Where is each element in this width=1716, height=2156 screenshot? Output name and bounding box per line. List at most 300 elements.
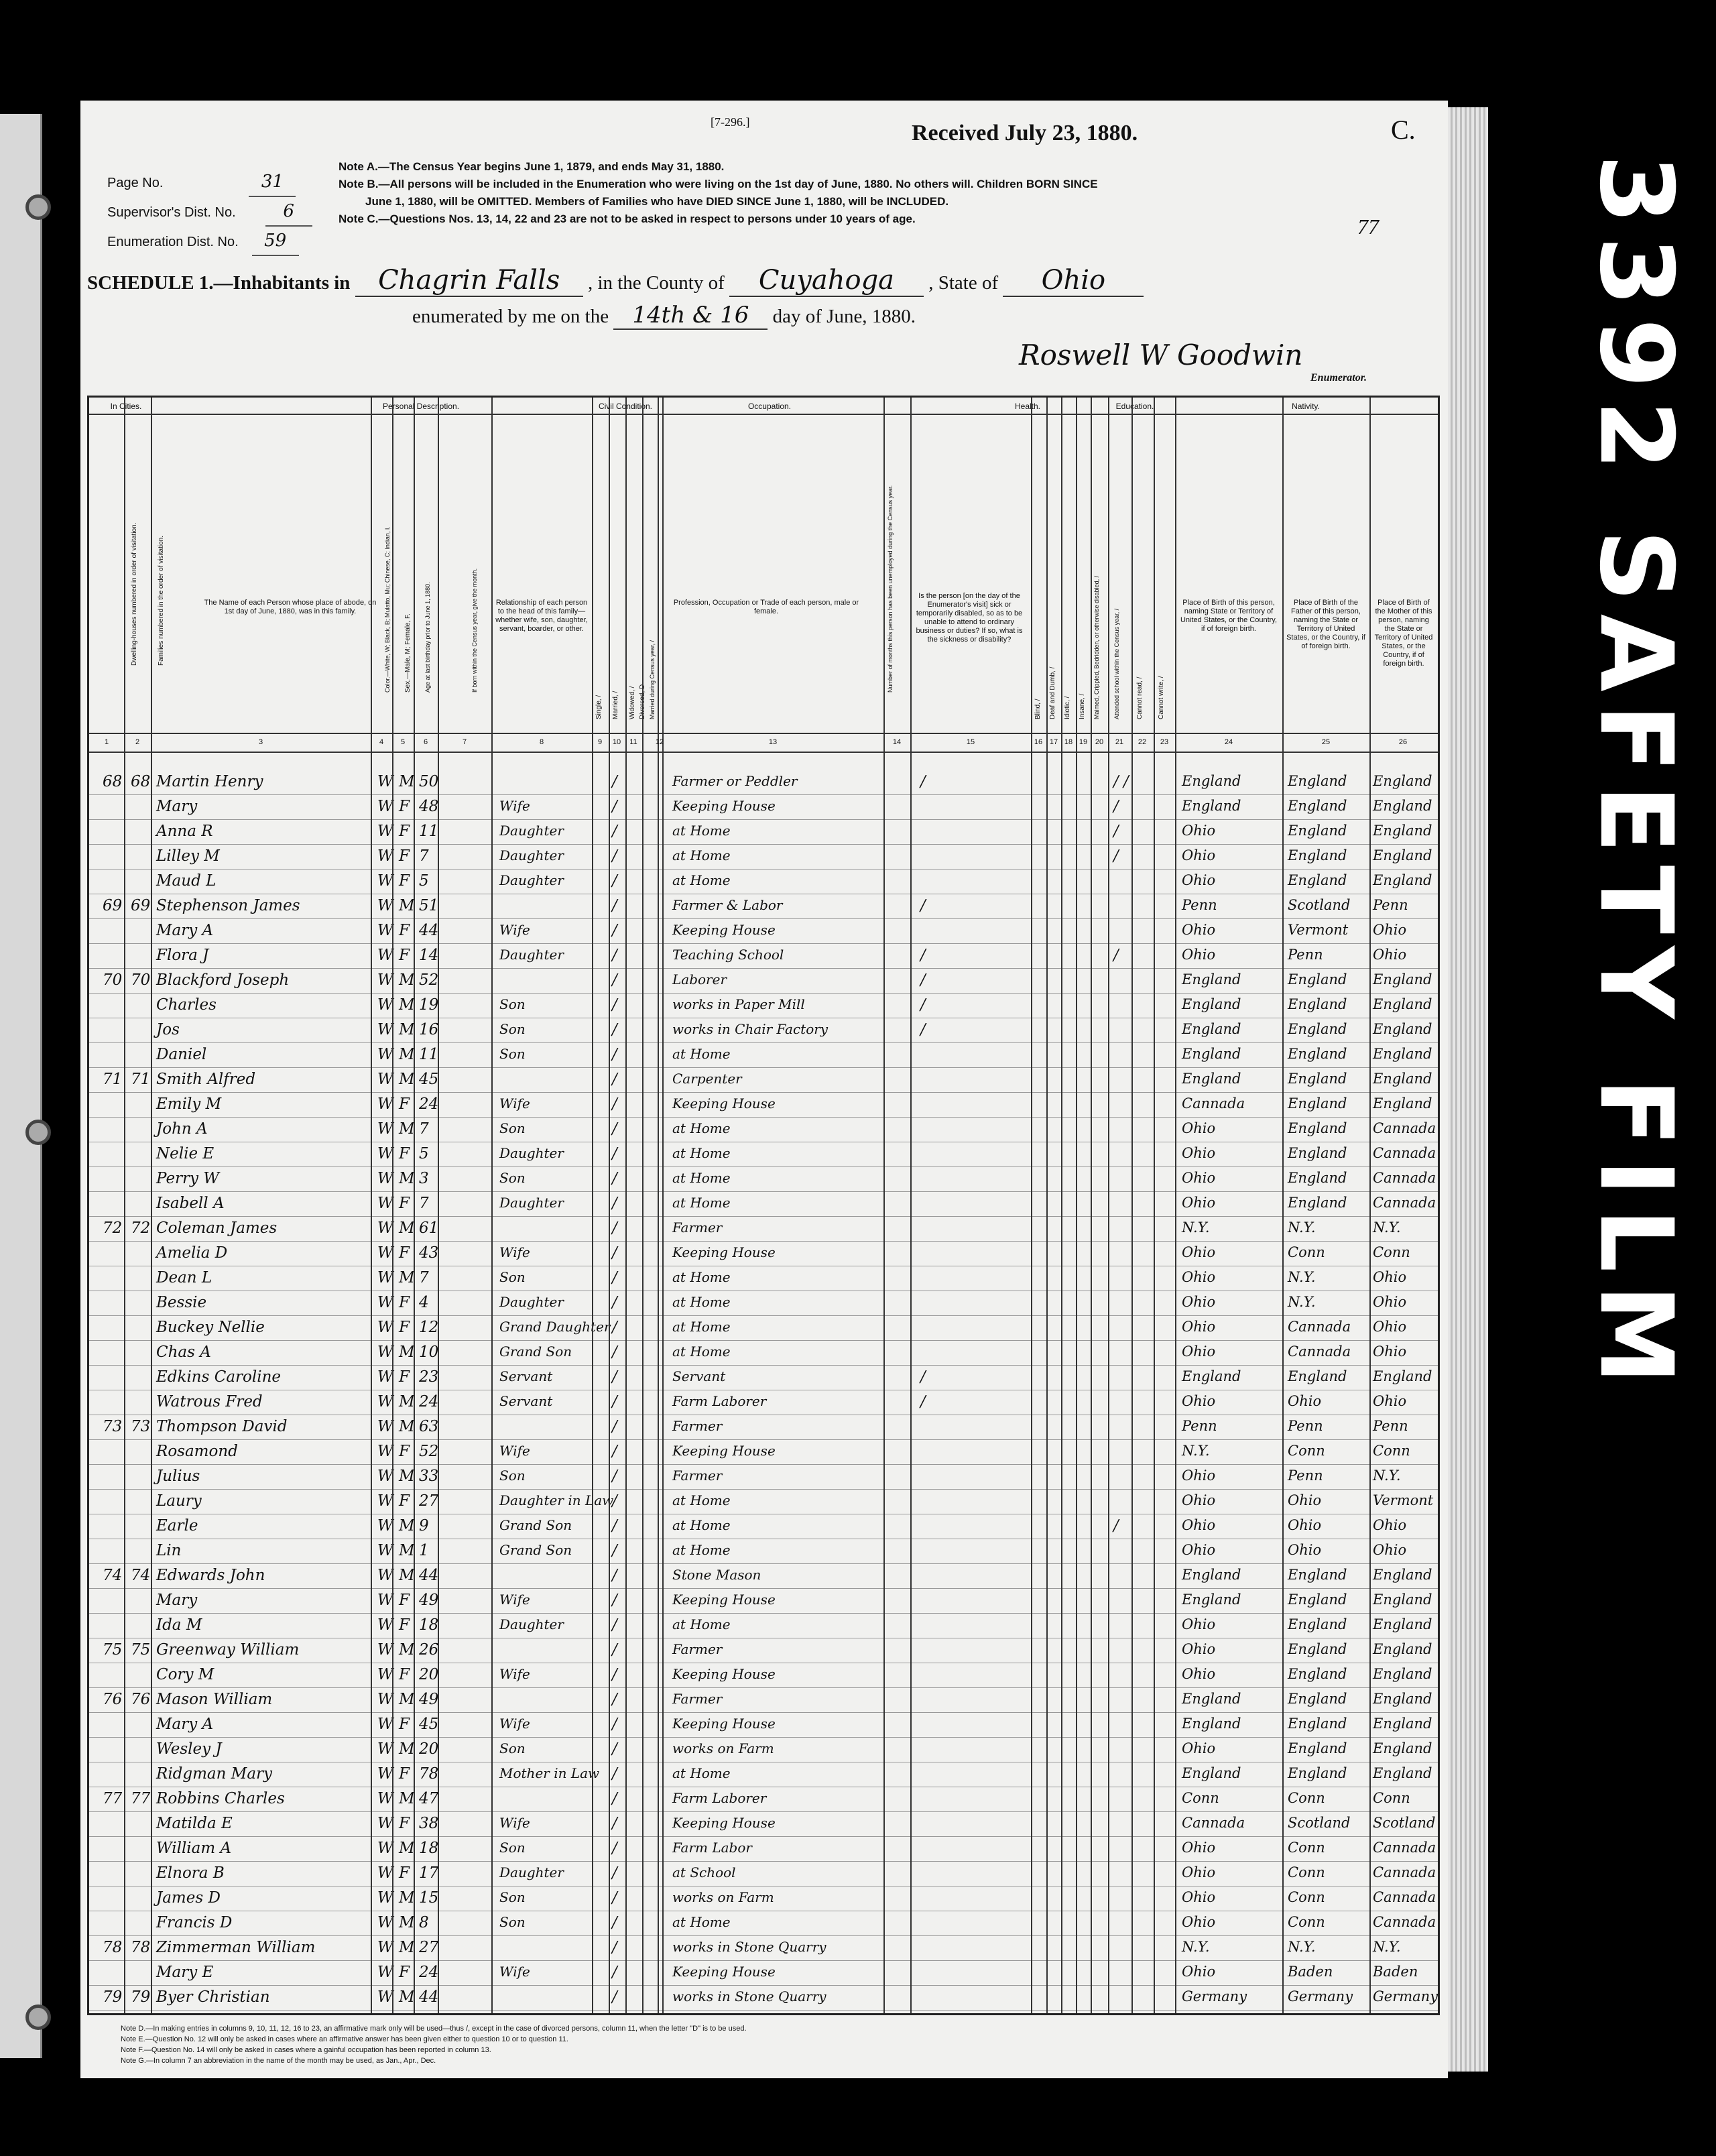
father-birthplace: England [1288,1095,1347,1112]
family-number: 71 [131,1071,151,1088]
column-number: 22 [1138,738,1147,746]
father-birthplace: England [1288,996,1347,1012]
person-name: Cory M [156,1666,214,1683]
married-mark: / [612,1840,617,1857]
family-number: 73 [131,1418,151,1435]
occupation: Farmer [672,1641,723,1657]
sex: M [399,1021,415,1038]
married-mark: / [612,1815,617,1832]
relationship: Daughter [499,1195,564,1211]
married-mark: / [612,1988,617,2006]
header-cannot-read: Cannot read, / [1136,676,1144,719]
birthplace: England [1182,1716,1241,1732]
married-mark: / [612,1492,617,1510]
mother-birthplace: Vermont [1373,1492,1434,1508]
place-name: Chagrin Falls [355,265,583,297]
person-name: Martin Henry [156,773,263,790]
mother-birthplace: Scotland [1373,1815,1436,1831]
column-number: 3 [258,738,263,746]
mother-birthplace: Ohio [1373,1343,1407,1360]
table-row [89,919,1438,944]
color: W [377,1195,393,1212]
dwelling-number: 71 [103,1071,123,1088]
father-birthplace: Penn [1288,1418,1323,1434]
person-name: Coleman James [156,1219,278,1237]
mother-birthplace: England [1373,1616,1432,1632]
family-number: 70 [131,971,151,989]
dwelling-number: 69 [103,897,123,914]
person-name: Greenway William [156,1641,300,1659]
column-rule [658,398,659,2013]
birthplace: Ohio [1182,1616,1216,1632]
mother-birthplace: Penn [1373,897,1408,913]
age: 14 [419,947,439,964]
married-mark: / [612,1616,617,1634]
birthplace: N.Y. [1182,1939,1210,1955]
birthplace: England [1182,1592,1241,1608]
occupation: at School [672,1864,736,1880]
column-rule [592,398,593,2013]
father-birthplace: England [1288,1368,1347,1384]
mother-birthplace: Ohio [1373,1393,1407,1409]
age: 7 [419,1269,429,1286]
person-name: Blackford Joseph [156,971,290,989]
color: W [377,1492,393,1510]
county-name: Cuyahoga [729,265,924,297]
color: W [377,1468,393,1485]
header-name: The Name of each Person whose place of abode, on 1st day of June, 1880, was in this family. [204,599,377,615]
age: 44 [419,922,439,939]
age: 12 [419,1319,439,1336]
family-number: 69 [131,897,151,914]
birthplace: England [1182,1765,1241,1781]
birthplace: Ohio [1182,1641,1216,1657]
table-row [89,1787,1438,1812]
sex: M [399,1939,415,1956]
sex: M [399,1542,415,1559]
married-mark: / [612,1939,617,1956]
sickness-mark: / [920,971,926,989]
sickness-mark: / [920,897,926,914]
relationship: Wife [499,798,530,814]
married-mark: / [612,1269,617,1286]
relationship: Wife [499,1716,530,1732]
person-name: Julius [156,1468,200,1485]
age: 63 [419,1418,439,1435]
age: 10 [419,1343,439,1361]
father-birthplace: Conn [1288,1840,1325,1856]
sex: F [399,872,410,890]
occupation: works in Stone Quarry [672,1988,826,2004]
occupation: Farmer [672,1691,723,1707]
dwelling-number: 77 [103,1790,123,1807]
header-family: Families numbered in the order of visitation. [158,536,165,666]
note-c: Note C.—Questions Nos. 13, 14, 22 and 23 are not to be asked in respect to persons under 10 years of age. [339,213,916,225]
birthplace: Ohio [1182,1666,1216,1682]
color: W [377,1170,393,1187]
sex: M [399,1840,415,1857]
birthplace: England [1182,971,1241,987]
table-row [89,1886,1438,1911]
person-name: Matilda E [156,1815,233,1832]
column-rule [1369,398,1371,2013]
mother-birthplace: England [1373,1691,1432,1707]
header-occupation: Profession, Occupation or Trade of each person, male or female. [673,599,859,615]
sex: M [399,1269,415,1286]
father-birthplace: Penn [1288,947,1323,963]
father-birthplace: England [1288,1567,1347,1583]
group-in-cities: In Cities. [110,402,142,411]
occupation: Keeping House [672,1964,776,1980]
occupation: at Home [672,823,731,839]
film-label-text: 3392 SAFETY FILM [1577,154,1694,1397]
occupation: Farmer [672,1219,723,1236]
sex: F [399,1244,410,1262]
table-row [89,1440,1438,1465]
sex: M [399,1393,415,1411]
sickness-mark: / [920,947,926,964]
relationship: Servant [499,1368,553,1384]
relationship: Daughter [499,823,564,839]
column-rule [151,398,152,2013]
father-birthplace: N.Y. [1288,1219,1316,1236]
occupation: at Home [672,1046,731,1062]
table-row [89,1093,1438,1118]
father-birthplace: Ohio [1288,1492,1322,1508]
table-row [89,1614,1438,1638]
color: W [377,1343,393,1361]
table-row [89,1762,1438,1787]
column-rule [662,398,664,2013]
table-row [89,1390,1438,1415]
father-birthplace: Baden [1288,1964,1333,1980]
table-row [89,1663,1438,1688]
occupation: at Home [672,1765,731,1781]
family-number: 78 [131,1939,151,1956]
age: 8 [419,1914,429,1931]
occupation: at Home [672,1195,731,1211]
mother-birthplace: Ohio [1373,1517,1407,1533]
person-name: Lilley M [156,847,220,865]
married-mark: / [612,1170,617,1187]
relationship: Daughter [499,847,564,863]
sex: M [399,1468,415,1485]
dwelling-number: 76 [103,1691,123,1708]
table-row [89,1713,1438,1738]
married-mark: / [612,1071,617,1088]
relationship: Grand Son [499,1517,572,1533]
header-mother-birthplace: Place of Birth of the Mother of this person, naming the State or Territory of United States, or the Country, if of foreign birth. [1374,599,1433,668]
father-birthplace: England [1288,1145,1347,1161]
person-name: Smith Alfred [156,1071,256,1088]
mother-birthplace: Ohio [1373,1269,1407,1285]
mother-birthplace: Cannada [1373,1120,1436,1136]
table-row [89,1465,1438,1490]
color: W [377,1964,393,1981]
sex: F [399,922,410,939]
father-birthplace: England [1288,1765,1347,1781]
table-row [89,1911,1438,1936]
mother-birthplace: Cannada [1373,1170,1436,1186]
sex: M [399,1914,415,1931]
census-table [87,396,1440,2015]
relationship: Daughter [499,1294,564,1310]
birthplace: England [1182,996,1241,1012]
header-married: Married, / [612,691,619,719]
occupation: at Home [672,1294,731,1310]
married-mark: / [612,947,617,964]
table-row [89,1242,1438,1266]
birthplace: England [1182,1021,1241,1037]
father-birthplace: Cannada [1288,1343,1351,1360]
mother-birthplace: England [1373,1666,1432,1682]
dwelling-number: 68 [103,773,123,790]
relationship: Wife [499,922,530,938]
age: 5 [419,872,429,890]
father-birthplace: England [1288,1046,1347,1062]
relationship: Daughter [499,1864,564,1880]
column-rule [642,398,644,2013]
mother-birthplace: England [1373,971,1432,987]
married-mark: / [612,1691,617,1708]
state-name: Ohio [1003,265,1144,297]
mother-birthplace: England [1373,847,1432,863]
header-birth-month: If born within the Census year, give the month. [471,568,478,693]
table-row [89,820,1438,845]
color: W [377,1294,393,1311]
birthplace: England [1182,1071,1241,1087]
relationship: Grand Son [499,1343,572,1360]
father-birthplace: England [1288,1716,1347,1732]
relationship: Son [499,1046,526,1062]
birthplace: Ohio [1182,1145,1216,1161]
occupation: Keeping House [672,798,776,814]
column-rule [1091,398,1092,2013]
age: 50 [419,773,439,790]
mother-birthplace: Germany [1373,1988,1438,2004]
relationship: Grand Son [499,1542,572,1558]
mother-birthplace: Cannada [1373,1864,1436,1880]
page-no: 31 [249,168,296,197]
relationship: Wife [499,1815,530,1831]
column-rule [1061,398,1062,2013]
age: 4 [419,1294,429,1311]
relationship: Daughter [499,872,564,888]
person-name: Elnora B [156,1864,225,1882]
person-name: Earle [156,1517,198,1535]
table-row [89,944,1438,969]
table-row [89,1638,1438,1663]
person-name: Mason William [156,1691,273,1708]
mother-birthplace: England [1373,1641,1432,1657]
person-name: Wesley J [156,1740,222,1758]
age: 48 [419,798,439,815]
sex: M [399,773,415,790]
father-birthplace: England [1288,773,1347,789]
married-mark: / [612,1046,617,1063]
sex: M [399,1691,415,1708]
married-mark: / [612,1219,617,1237]
birthplace: Ohio [1182,1740,1216,1756]
column-number: 21 [1115,738,1124,746]
married-mark: / [612,1195,617,1212]
dwelling-number: 72 [103,1219,123,1237]
person-name: Mary A [156,922,214,939]
sickness-mark: / [920,1393,926,1411]
father-birthplace: England [1288,1616,1347,1632]
occupation: Keeping House [672,1095,776,1112]
occupation: at Home [672,872,731,888]
table-row [89,1341,1438,1366]
birthplace: Ohio [1182,1393,1216,1409]
person-name: Emily M [156,1095,222,1113]
age: 18 [419,1840,439,1857]
married-mark: / [612,1418,617,1435]
mother-birthplace: Cannada [1373,1889,1436,1905]
age: 24 [419,1095,439,1113]
age: 11 [419,823,439,840]
sex: M [399,1046,415,1063]
father-birthplace: Ohio [1288,1542,1322,1558]
occupation: Laborer [672,971,727,987]
person-name: Flora J [156,947,209,964]
person-name: Robbins Charles [156,1790,285,1807]
enumerated-day: 14th & 16 [613,302,768,330]
color: W [377,1244,393,1262]
occupation: Farm Labor [672,1840,752,1856]
header-age: Age at last birthday prior to June 1, 1880. [424,582,431,693]
color: W [377,1815,393,1832]
mother-birthplace: Ohio [1373,1294,1407,1310]
header-insane: Insane, / [1079,693,1086,719]
person-name: Watrous Fred [156,1393,263,1411]
color: W [377,922,393,939]
sex: M [399,1343,415,1361]
birthplace: Ohio [1182,1914,1216,1930]
married-mark: / [612,1592,617,1609]
occupation: at Home [672,1492,731,1508]
married-mark: / [612,1343,617,1361]
sex: F [399,1195,410,1212]
age: 44 [419,1988,439,2006]
form-id: [7-296.] [711,115,750,129]
column-number: 11 [629,738,637,746]
header-sex: Sex.—Male, M; Female, F. [404,613,412,693]
age: 33 [419,1468,439,1485]
mother-birthplace: Cannada [1373,1195,1436,1211]
sex: F [399,1765,410,1783]
sex: F [399,798,410,815]
color: W [377,1517,393,1535]
person-name: Mary [156,798,198,815]
birthplace: England [1182,1691,1241,1707]
birthplace: Ohio [1182,823,1216,839]
sex: F [399,1145,410,1162]
occupation: Stone Mason [672,1567,761,1583]
birthplace: Ohio [1182,1517,1216,1533]
married-mark: / [612,1864,617,1882]
relationship: Daughter in Law [499,1492,614,1508]
age: 5 [419,1145,429,1162]
father-birthplace: Scotland [1288,1815,1351,1831]
relationship: Wife [499,1964,530,1980]
column-number: 12 [655,738,664,746]
mother-birthplace: England [1373,1071,1432,1087]
relationship: Daughter [499,1616,564,1632]
dwelling-number: 70 [103,971,123,989]
column-number: 9 [597,738,603,746]
married-mark: / [612,1120,617,1138]
relationship: Servant [499,1393,553,1409]
married-mark: / [612,1790,617,1807]
supervisor-no: 6 [265,197,312,227]
married-mark: / [612,1765,617,1783]
father-birthplace: N.Y. [1288,1294,1316,1310]
birthplace: Cannada [1182,1095,1245,1112]
age: 23 [419,1368,439,1386]
table-row [89,1043,1438,1068]
birthplace: Penn [1182,1418,1217,1434]
occupation: at Home [672,1269,731,1285]
family-number: 76 [131,1691,151,1708]
married-mark: / [612,1393,617,1411]
relationship: Son [499,1889,526,1905]
mother-birthplace: England [1373,872,1432,888]
occupation: Keeping House [672,1443,776,1459]
sex: M [399,1418,415,1435]
corner-letter: C. [1391,115,1416,145]
received-stamp: Received July 23, 1880. [912,121,1138,145]
table-row [89,1986,1438,2011]
column-number: 20 [1095,738,1104,746]
table-row [89,1068,1438,1093]
birthplace: Cannada [1182,1815,1245,1831]
father-birthplace: Ohio [1288,1393,1322,1409]
occupation: Farmer or Peddler [672,773,798,789]
father-birthplace: N.Y. [1288,1269,1316,1285]
column-rule [1282,398,1284,2013]
color: W [377,1988,393,2006]
married-mark: / [612,1294,617,1311]
table-row [89,1688,1438,1713]
enumerator-label: Enumerator. [1310,372,1367,383]
header-unemployed: Number of months this person has been unemployed during the Census year. [887,485,894,693]
table-row [89,894,1438,919]
binder-ring-icon [25,2004,51,2030]
person-name: James D [156,1889,221,1907]
county-label: , in the County of [587,272,725,294]
father-birthplace: Vermont [1288,922,1349,938]
color: W [377,872,393,890]
father-birthplace: Conn [1288,1864,1325,1880]
mother-birthplace: England [1373,823,1432,839]
color: W [377,947,393,964]
married-mark: / [612,1740,617,1758]
birthplace: Ohio [1182,1170,1216,1186]
relationship: Grand Daughter [499,1319,611,1335]
age: 9 [419,1517,429,1535]
birthplace: Ohio [1182,1244,1216,1260]
school-mark: / [1113,823,1119,840]
birthplace: England [1182,798,1241,814]
married-mark: / [612,798,617,815]
person-name: Chas A [156,1343,211,1361]
sex: F [399,1443,410,1460]
married-mark: / [612,1567,617,1584]
mother-birthplace: England [1373,773,1432,789]
color: W [377,1889,393,1907]
mother-birthplace: England [1373,1021,1432,1037]
